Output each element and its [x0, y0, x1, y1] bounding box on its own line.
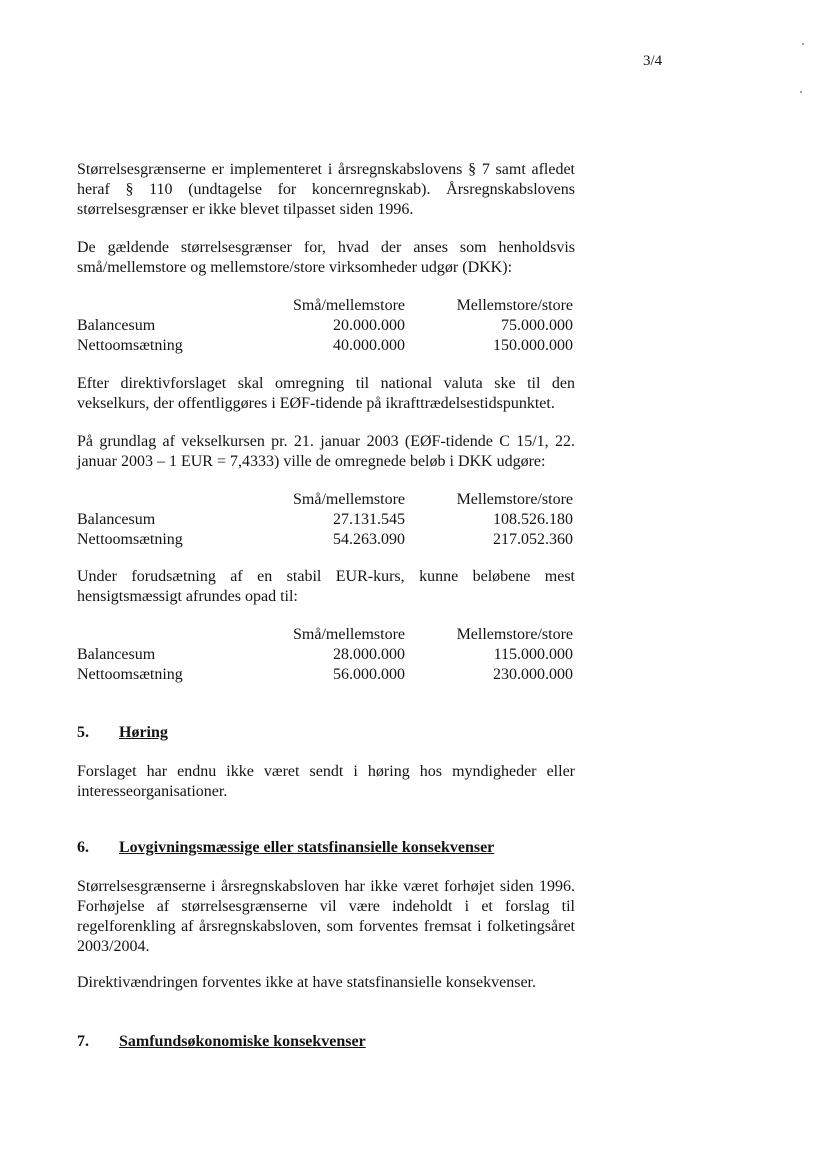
row-label: Balancesum	[77, 646, 156, 663]
cell-value: 27.131.545	[333, 511, 405, 528]
cell-value: 115.000.000	[493, 646, 573, 663]
row-label: Nettoomsætning	[77, 666, 183, 683]
column-header-small-medium: Små/mellemstore	[293, 626, 405, 643]
cell-value: 56.000.000	[333, 666, 405, 683]
scan-speck	[800, 91, 802, 93]
cell-value: 40.000.000	[333, 337, 405, 354]
paragraph-legislative-consequences: Størrelsesgrænserne i årsregnskabsloven har ikke været forhøjet siden 1996. Forhøjelse af størrelsesgrænserne vil være indeholdt i et forslag til regelforenkling af årsregnskabsloven, som forventes fremsat i folketingsåret 2003/2004.	[77, 878, 575, 955]
column-header-small-medium: Små/mellemstore	[293, 297, 405, 314]
section-title: Samfundsøkonomiske konsekvenser	[119, 1033, 366, 1050]
paragraph-size-limits-implementation: Størrelsesgrænserne er implementeret i årsregnskabslovens § 7 samt afledet heraf § 110 (undtagelse for koncernregnskab). Årsregnskabslovens størrelsesgrænser er ikke blevet tilpasset siden 1996.	[77, 161, 575, 218]
paragraph-hearing: Forslaget har endnu ikke været sendt i høring hos myndigheder eller interesseorganisationer.	[77, 763, 575, 800]
section-number: 7.	[77, 1033, 89, 1050]
paragraph-exchange-rate: På grundlag af vekselkursen pr. 21. januar 2003 (EØF-tidende C 15/1, 22. januar 2003 – 1 EUR = 7,4333) ville de omregnede beløb i DKK udgøre:	[77, 433, 575, 470]
cell-value: 230.000.000	[493, 666, 573, 683]
cell-value: 28.000.000	[333, 646, 405, 663]
page-number: 3/4	[643, 53, 663, 69]
column-header-medium-large: Mellemstore/store	[456, 626, 573, 643]
section-number: 5.	[77, 724, 89, 741]
paragraph-current-size-limits: De gældende størrelsesgrænser for, hvad der anses som henholdsvis små/mellemstore og mellemstore/store virksomheder udgør (DKK):	[77, 239, 575, 276]
scan-speck	[802, 43, 804, 45]
table-row	[77, 645, 575, 665]
table-header-row	[77, 296, 575, 316]
row-label: Nettoomsætning	[77, 337, 183, 354]
paragraph-financial-consequences: Direktivændringen forventes ikke at have statsfinansielle konsekvenser.	[77, 974, 536, 991]
table-header-row	[77, 625, 575, 645]
table-header-row	[77, 490, 575, 510]
section-number: 6.	[77, 839, 89, 856]
table-rounded-amounts	[77, 625, 575, 685]
row-label: Balancesum	[77, 511, 156, 528]
column-header-medium-large: Mellemstore/store	[456, 297, 573, 314]
row-label: Balancesum	[77, 317, 156, 334]
column-header-small-medium: Små/mellemstore	[293, 491, 405, 508]
section-title: Høring	[119, 724, 168, 741]
table-current-limits	[77, 296, 575, 356]
table-row	[77, 510, 575, 530]
cell-value: 54.263.090	[333, 531, 405, 548]
paragraph-currency-conversion: Efter direktivforslaget skal omregning til national valuta ske til den vekselkurs, der offentliggøres i EØF-tidende på ikrafttrædelsestidspunktet.	[77, 375, 575, 412]
cell-value: 108.526.180	[493, 511, 573, 528]
column-header-medium-large: Mellemstore/store	[456, 491, 573, 508]
table-converted-amounts	[77, 490, 575, 550]
cell-value: 20.000.000	[333, 317, 405, 334]
cell-value: 150.000.000	[493, 337, 573, 354]
table-row	[77, 530, 575, 550]
cell-value: 75.000.000	[501, 317, 573, 334]
table-row	[77, 316, 575, 336]
paragraph-rounding: Under forudsætning af en stabil EUR-kurs, kunne beløbene mest hensigtsmæssigt afrundes opad til:	[77, 568, 575, 605]
row-label: Nettoomsætning	[77, 531, 183, 548]
table-row	[77, 336, 575, 356]
section-title: Lovgivningsmæssige eller statsfinansielle konsekvenser	[119, 839, 495, 856]
table-row	[77, 665, 575, 685]
cell-value: 217.052.360	[493, 531, 573, 548]
